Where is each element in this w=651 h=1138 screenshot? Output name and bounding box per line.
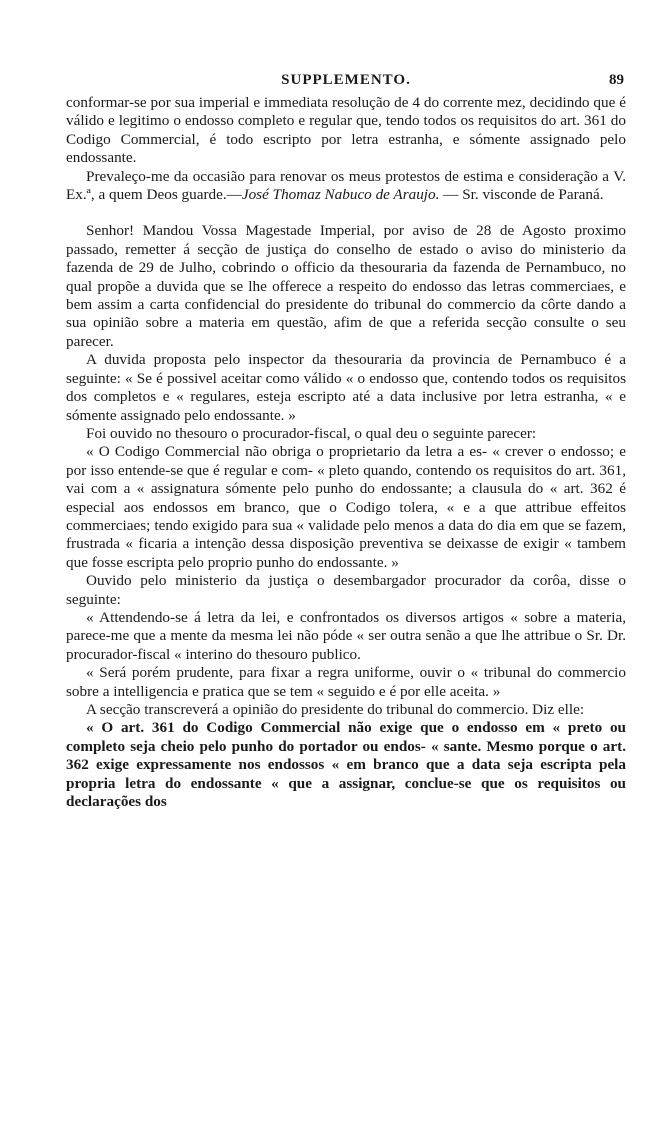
document-page (66, 70, 626, 1130)
paragraph-duvida: A duvida proposta pelo inspector da thesouraria da provincia de Pernambuco é a seguinte: « Se é possivel aceitar como válido « o endosso que, contendo todos os requisitos dos completos e « regulares, esteja escripto até a data inclusive por letra estranha, « e sómente assignado pelo endossante. » (66, 351, 626, 424)
body-text (66, 94, 626, 811)
paragraph-senhor: Senhor! Mandou Vossa Magestade Imperial, por aviso de 28 de Agosto proximo passado, remetter á secção de justiça do conselho de estado o aviso do ministerio da fazenda de 29 de Julho, cobrindo o officio da thesouraria da fazenda de Pernambuco, no qual propõe a duvida que se lhe offerece a respeito do endosso das letras commerciaes, e bem assim a carta confidencial do presidente do tribunal do commercio da côrte dando a sua opinião sobre a materia em questão, afim de que a referida secção consulte o seu parecer. (66, 222, 626, 350)
closing-text: Prevaleço-me da occasião para renovar os meus protestos de estima e consideração a V. Ex.ª, a quem Deos guarde.— (66, 167, 626, 204)
paragraph-closing (66, 168, 626, 205)
recipient: — Sr. visconde de Paraná. (439, 186, 604, 204)
running-title: SUPPLEMENTO. (281, 72, 411, 88)
paragraph-decision: conformar-se por sua imperial e immediata resolução de 4 do corrente mez, decidindo que é válido e legitimo o endosso completo e regular que, tendo todos os requisitos do art. 361 do Codigo Commercial, é todo escripto por letra estranha, e sómente assignado pelo endossante. (66, 94, 626, 167)
paragraph-art361-quote: « O art. 361 do Codigo Commercial não exige que o endosso em « preto ou completo seja cheio pelo punho do portador ou endos- « sante. Mesmo porque o art. 362 exige expressamente nos endossos « em branco que a data seja escripta pela propria letra do endossante « que a assignar, conclue-se que os requisitos ou declarações dos (66, 719, 626, 811)
page-number: 89 (609, 72, 624, 88)
paragraph-procurador-corda: Ouvido pelo ministerio da justiça o desembargador procurador da corôa, disse o seguinte: (66, 572, 626, 608)
paragraph-procurador-fiscal: Foi ouvido no thesouro o procurador-fiscal, o qual deu o seguinte parecer: (86, 424, 537, 442)
paragraph-attendendo-quote: « Attendendo-se á letra da lei, e confrontados os diversos artigos « sobre a materia, parece-me que a mente da mesma lei não póde « ser outra senão a que lhe attribue o Sr. Dr. procurador-fiscal « interino do thesouro publico. (66, 608, 626, 663)
signature: José Thomaz Nabuco de Araujo. (241, 186, 440, 204)
paragraph-parecer-quote: « O Codigo Commercial não obriga o proprietario da letra a es- « crever o endosso; e por isso entende-se que é regular e com- « pleto quando, contendo os requisitos do art. 361, vai com a « assignatura sómente pelo punho do endossante; a clausula do « art. 362 é especial aos endossos em branco, que o Codigo tolera, « e a que attribue effeitos commerciaes; tendo exigido para sua « validade pelo menos a data do dia em que se fazem, frustrada « ficaria a intenção dessa disposição preventiva se deixasse de exigir « tambem que fosse escripta pelo proprio punho do endossante. » (66, 443, 626, 571)
paragraph-seccao: A secção transcreverá a opinião do presidente do tribunal do commercio. Diz elle: (86, 701, 585, 718)
paragraph-prudente-quote: « Será porém prudente, para fixar a regra uniforme, ouvir o « tribunal do commercio sobre a intelligencia e pratica que se tem « seguido e é por elle aceita. » (66, 664, 626, 700)
running-header (66, 70, 626, 94)
